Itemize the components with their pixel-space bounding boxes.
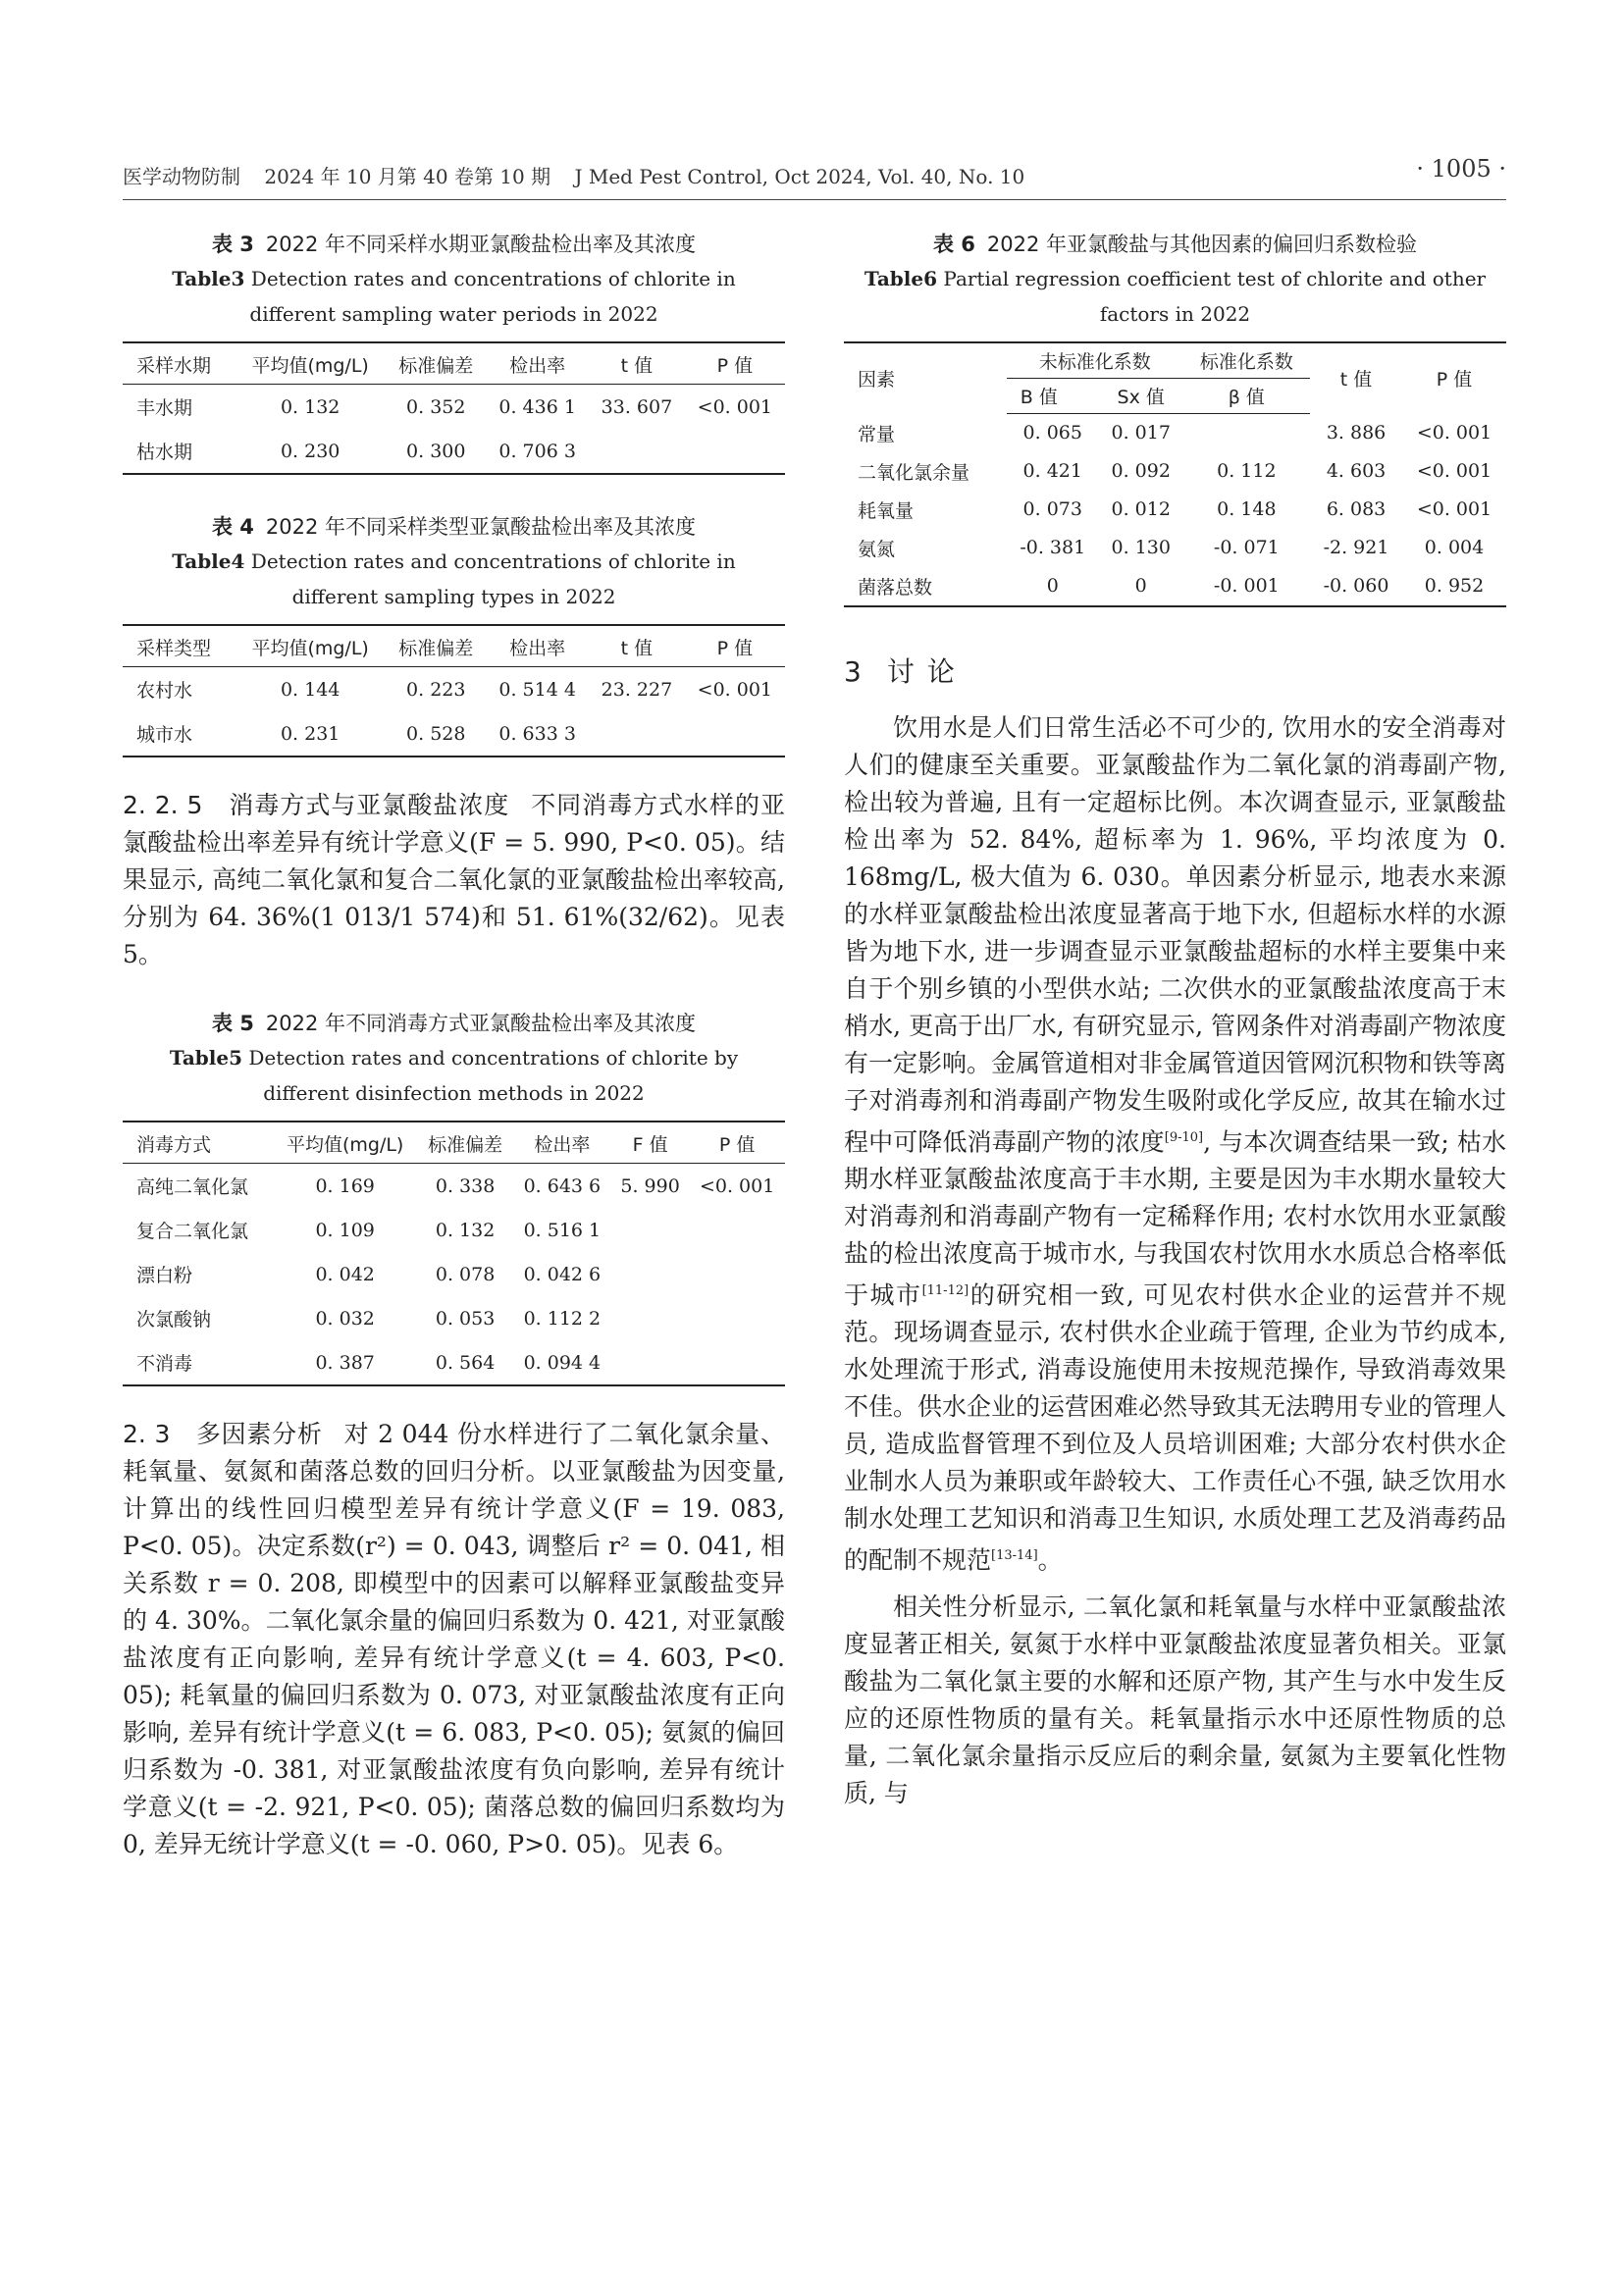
column-header: 未标准化系数 xyxy=(1007,342,1183,379)
discussion-paragraph-1: 饮用水是人们日常生活必不可少的, 饮用水的安全消毒对人们的健康至关重要。亚氯酸盐作为二氧化氯的消毒副产物, 检出较为普遍, 且有一定超标比例。本次调查显示, 亚氯酸盐检出率为 52. 84%, 超标率为 1. 96%, 平均浓度为 0. 168mg/L, 极大值为 6. 030。单因素分析显示, 地表水来源的水样亚氯酸盐检出浓度显著高于地下水, 但超标水样的水源皆为地下水, 进一步调查显示亚氯酸盐超标的水样主要集中来自于个别乡镇的小型供水站; 二次供水的亚氯酸盐浓度高于末梢水, 更高于出厂水, 有研究显示, 管网条件对消毒副产物浓度有一定影响。金属管道相对非金属管道因管网沉积物和铁等离子对消毒剂和消毒副产物发生吸附或化学反应, 故其在输水过程中可降低消毒副产物的浓度[9-10], 与本次调查结果一致; 枯水期水样亚氯酸盐浓度高于丰水期, 主要是因为丰水期水量较大对消毒剂和消毒副产物有一定稀释作用; 农村水饮用水亚氯酸盐的检出浓度高于城市水, 与我国农村饮用水水质总合格率低于城市[11-12]的研究相一致, 可见农村供水企业的运营并不规范。现场调查显示, 农村供水企业疏于管理, 企业为节约成本, 水处理流于形式, 消毒设施使用未按规范操作, 导致消毒效果不佳。供水企业的运营困难必然导致其无法聘用专业的管理人员, 造成监督管理不到位及人员培训困难; 大部分农村供水企业制水人员为兼职或年龄较大、工作责任心不强, 缺乏饮用水制水处理工艺知识和消毒卫生知识, 水质处理工艺及消毒药品的配制不规范[13-14]。 xyxy=(844,712,1507,1575)
right-column xyxy=(844,228,1506,1812)
table-row: 常量 0. 065 0. 017 3. 886 <0. 001 xyxy=(858,422,1492,445)
table-5-grid: 消毒方式 平均值(mg/L) 标准偏差 检出率 F 值 P 值 高纯二氧化氯 0. 169 0. 338 0. 643 6 5. 990 <0. 001 复合二氧化氯 0. 109 0. 132 0. 516 1 漂白粉 0. 042 0. 078 0. 042 6 次氯酸钠 0. 032 0. 053 0. 112 2 不消毒 0. 387 0. 564 0. 094 4 xyxy=(123,1121,785,1386)
column-header: 采样水期 xyxy=(123,342,235,385)
page-number: · 1005 · xyxy=(1416,155,1506,183)
column-header: 检出率 xyxy=(486,342,589,385)
table-row: 菌落总数 0 0 -0. 001 -0. 060 0. 952 xyxy=(844,567,1506,606)
section-3-number: 3 xyxy=(844,654,864,688)
journal-name-cn: 医学动物防制 xyxy=(123,165,240,188)
header-rule xyxy=(123,199,1506,200)
table-5-caption-en: Table5 Detection rates and concentrations of chlorite by different disinfection methods in 2022 xyxy=(169,1046,739,1105)
citation: [9-10] xyxy=(1164,1129,1204,1145)
column-header: t 值 xyxy=(1310,342,1402,414)
column-header: β 值 xyxy=(1183,379,1310,414)
citation: [13-14] xyxy=(991,1548,1038,1564)
column-header: P 值 xyxy=(685,342,785,385)
column-header: t 值 xyxy=(589,342,685,385)
column-header: 标准偏差 xyxy=(386,342,486,385)
table-row: 农村水 0. 144 0. 223 0. 514 4 23. 227 <0. 001 xyxy=(136,678,773,702)
column-header: Sx 值 xyxy=(1099,379,1183,414)
column-header: P 值 xyxy=(1402,342,1506,414)
table-3 xyxy=(123,228,785,475)
journal-name-en: J Med Pest Control, Oct 2024, Vol. 40, No. 10 xyxy=(574,165,1025,188)
discussion-paragraph-2: 相关性分析显示, 二氧化氯和耗氧量与水样中亚氯酸盐浓度显著正相关, 氨氮于水样中亚氯酸盐浓度显著负相关。亚氯酸盐为二氧化氯主要的水解和还原产物, 其产生与水中发生反应的还原性物质的量有关。耗氧量指示水中还原性物质的总量, 二氧化氯余量指示反应后的剩余量, 氨氮为主要氧化性物质, 与 xyxy=(844,1592,1506,1808)
section-2-3 xyxy=(123,1416,785,1863)
table-row: 漂白粉 0. 042 0. 078 0. 042 6 xyxy=(136,1263,602,1286)
column-header: 平均值(mg/L) xyxy=(235,342,386,385)
section-2-2-5-text: 不同消毒方式水样的亚氯酸盐检出率差异有统计学意义(F = 5. 990, P<0. 05)。结果显示, 高纯二氧化氯和复合二氧化氯的亚氯酸盐检出率较高, 分别为 64. 36%(1 013/1 574)和 51. 61%(32/62)。见表 5。 xyxy=(123,791,785,968)
section-2-2-5-heading: 2. 2. 5 消毒方式与亚氯酸盐浓度 xyxy=(123,791,510,819)
page-header xyxy=(123,155,1506,196)
issue-cn: 2024 年 10 月第 40 卷第 10 期 xyxy=(264,165,551,188)
table-4-caption-cn: 表 4 2022 年不同采样类型亚氯酸盐检出率及其浓度 xyxy=(211,515,697,539)
table-6 xyxy=(844,228,1506,607)
table-row: 复合二氧化氯 0. 109 0. 132 0. 516 1 xyxy=(136,1219,602,1242)
section-3-title: 讨 论 xyxy=(886,654,957,688)
table-5-caption-cn: 表 5 2022 年不同消毒方式亚氯酸盐检出率及其浓度 xyxy=(211,1012,697,1035)
section-2-2-5 xyxy=(123,787,785,973)
citation: [11-12] xyxy=(921,1282,969,1298)
table-row: 高纯二氧化氯 0. 169 0. 338 0. 643 6 5. 990 <0. 001 xyxy=(136,1174,775,1198)
table-row: 耗氧量 0. 073 0. 012 0. 148 6. 083 <0. 001 xyxy=(858,498,1492,522)
table-6-grid xyxy=(844,341,1506,607)
table-4-caption-en: Table4 Detection rates and concentrations of chlorite in different sampling types in 2022 xyxy=(172,549,736,608)
table-3-caption-cn: 表 3 2022 年不同采样水期亚氯酸盐检出率及其浓度 xyxy=(211,233,697,256)
section-2-3-text: 对 2 044 份水样进行了二氧化氯余量、耗氧量、氨氮和菌落总数的回归分析。以亚氯酸盐为因变量, 计算出的线性回归模型差异有统计学意义(F = 19. 083, P<0. 05)。决定系数(r²) = 0. 043, 调整后 r² = 0. 041, 相关系数 r = 0. 208, 即模型中的因素可以解释亚氯酸盐变异的 4. 30%。二氧化氯余量的偏回归系数为 0. 421, 对亚氯酸盐浓度有正向影响, 差异有统计学意义(t = 4. 603, P<0. 05); 耗氧量的偏回归系数为 0. 073, 对亚氯酸盐浓度有正向影响, 差异有统计学意义(t = 6. 083, P<0. 05); 氨氮的偏回归系数为 -0. 381, 对亚氯酸盐浓度有负向影响, 差异有统计学意义(t = -2. 921, P<0. 05); 菌落总数的偏回归系数均为 0, 差异无统计学意义(t = -0. 060, P>0. 05)。见表 6。 xyxy=(123,1420,785,1858)
table-4-grid: 采样类型 平均值(mg/L) 标准偏差 检出率 t 值 P 值 农村水 0. 144 0. 223 0. 514 4 23. 227 <0. 001 城市水 0. 231 0. 528 0. 633 3 xyxy=(123,624,785,757)
table-row: 二氧化氯余量 0. 421 0. 092 0. 112 4. 603 <0. 001 xyxy=(858,460,1492,484)
header-left xyxy=(123,161,1042,189)
table-4 xyxy=(123,510,785,757)
column-header: B 值 xyxy=(1007,379,1099,414)
table-row: 不消毒 0. 387 0. 564 0. 094 4 xyxy=(123,1340,785,1385)
table-row: 丰水期 0. 132 0. 352 0. 436 1 33. 607 <0. 001 xyxy=(136,395,773,419)
table-row: 城市水 0. 231 0. 528 0. 633 3 xyxy=(123,711,785,757)
table-row: 氨氮 -0. 381 0. 130 -0. 071 -2. 921 0. 004 xyxy=(858,537,1485,560)
column-header: 标准化系数 xyxy=(1183,342,1310,379)
table-5 xyxy=(123,1007,785,1386)
table-row: 枯水期 0. 230 0. 300 0. 706 3 xyxy=(123,429,785,474)
left-column xyxy=(123,228,785,1863)
table-6-caption-en: Table6 Partial regression coefficient test of chlorite and other factors in 2022 xyxy=(864,267,1487,326)
table-row: 次氯酸钠 0. 032 0. 053 0. 112 2 xyxy=(136,1307,602,1331)
table-3-caption-en: Table3 Detection rates and concentrations of chlorite in different sampling water periods in 2022 xyxy=(172,267,736,326)
table-3-grid xyxy=(123,341,785,475)
table-6-caption-cn: 表 6 2022 年亚氯酸盐与其他因素的偏回归系数检验 xyxy=(932,233,1418,256)
column-header: 因素 xyxy=(844,342,1007,414)
section-3-heading xyxy=(844,651,1506,690)
section-2-3-heading: 2. 3 多因素分析 xyxy=(123,1420,323,1448)
